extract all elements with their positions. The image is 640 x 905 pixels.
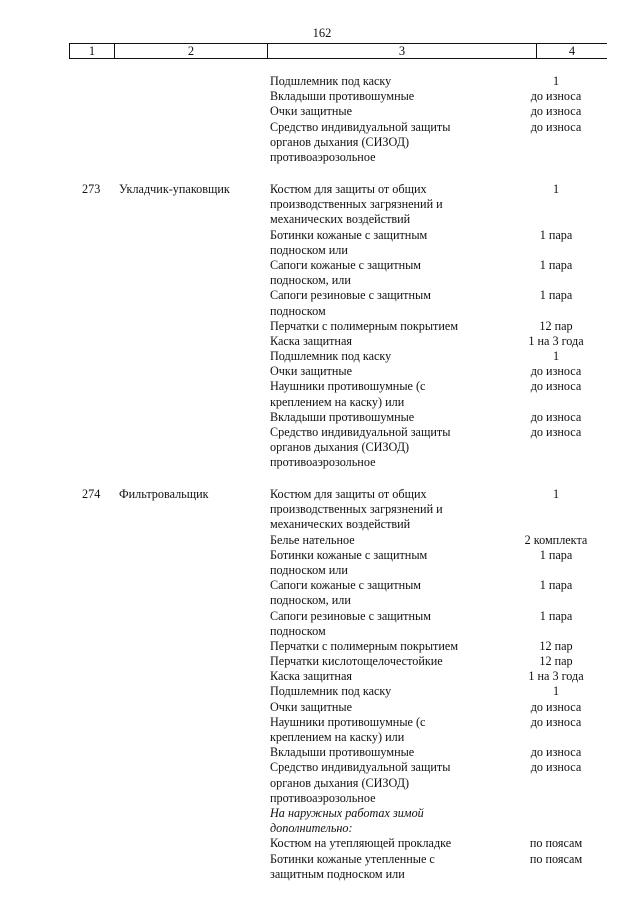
item-description: Очки защитные: [270, 364, 352, 379]
item-quantity: 1 на 3 года: [528, 333, 584, 348]
item-description: Перчатки с полимерным покрытием: [270, 318, 459, 333]
item-quantity: до износа: [530, 379, 582, 394]
list-item: [0, 624, 640, 639]
item-description: производственных загрязнений и: [270, 502, 443, 517]
list-item: [0, 243, 640, 258]
item-description: Ботинки кожаные утепленные с: [270, 851, 435, 866]
item-quantity: 1: [552, 349, 560, 364]
item-quantity: до износа: [530, 364, 582, 379]
item-description: Ботинки кожаные с защитным: [270, 547, 428, 562]
item-description: механических воздействий: [270, 517, 411, 532]
item-quantity: 1 пара: [539, 608, 573, 623]
list-item: [0, 821, 640, 836]
row-number: 274: [82, 487, 101, 501]
item-description: Подшлемник под каску: [270, 684, 392, 699]
list-item: [0, 715, 640, 730]
item-description: Наушники противошумные (с: [270, 379, 426, 394]
list-item: [0, 425, 640, 440]
list-item: [0, 288, 640, 303]
list-item: [0, 517, 640, 532]
item-description: креплением на каску) или: [270, 394, 405, 409]
item-quantity: по поясам: [529, 851, 583, 866]
item-description: На наружных работах зимой: [270, 805, 424, 820]
list-item: [0, 578, 640, 593]
list-item: [0, 379, 640, 394]
item-quantity: до износа: [530, 699, 582, 714]
list-item: [0, 654, 640, 669]
list-item: [0, 228, 640, 243]
item-quantity: 1 пара: [539, 227, 573, 242]
list-item: [0, 487, 640, 502]
item-quantity: до износа: [530, 425, 582, 439]
profession-name: Укладчик-упаковщик: [119, 182, 230, 196]
item-description: Каска защитная: [270, 669, 352, 684]
list-item: [0, 791, 640, 806]
item-quantity: до износа: [530, 714, 582, 729]
list-item: [0, 745, 640, 760]
entry-lines: [0, 74, 640, 165]
item-quantity: 12 пар: [539, 638, 573, 653]
list-item: [0, 639, 640, 654]
column-header-2: 2: [115, 44, 268, 59]
table-row-273: [0, 182, 640, 471]
item-description: подноском, или: [270, 593, 351, 608]
list-item: [0, 182, 640, 197]
row-number: 273: [82, 182, 101, 196]
item-quantity: 1: [552, 684, 560, 699]
item-quantity: до износа: [530, 760, 582, 775]
item-description: Подшлемник под каску: [270, 74, 392, 88]
item-description: Сапоги кожаные с защитным: [270, 578, 421, 593]
table-row-continuation: [0, 74, 640, 165]
list-item: [0, 760, 640, 775]
list-item: [0, 730, 640, 745]
item-quantity: 1: [552, 182, 560, 196]
item-quantity: 1 на 3 года: [528, 669, 584, 684]
item-description: органов дыхания (СИЗОД): [270, 134, 410, 149]
list-item: [0, 120, 640, 135]
list-item: [0, 89, 640, 104]
item-quantity: 1 пара: [539, 578, 573, 593]
item-quantity: 1 пара: [539, 257, 573, 272]
list-item: [0, 836, 640, 851]
item-description: дополнительно:: [270, 821, 353, 836]
item-description: противоаэрозольное: [270, 455, 376, 470]
list-item: [0, 334, 640, 349]
item-description: подноском, или: [270, 273, 351, 288]
item-description: Очки защитные: [270, 104, 352, 119]
list-item: [0, 273, 640, 288]
item-description: Ботинки кожаные с защитным: [270, 227, 428, 242]
list-item: [0, 806, 640, 821]
item-description: органов дыхания (СИЗОД): [270, 775, 410, 790]
list-item: [0, 364, 640, 379]
item-description: Наушники противошумные (с: [270, 714, 426, 729]
item-quantity: 2 комплекта: [524, 532, 588, 547]
column-header-3: 3: [268, 44, 537, 59]
item-description: Перчатки с полимерным покрытием: [270, 638, 459, 653]
list-item: [0, 410, 640, 425]
list-item: [0, 74, 640, 89]
list-item: [0, 150, 640, 165]
list-item: [0, 563, 640, 578]
item-description: Вкладыши противошумные: [270, 409, 415, 424]
list-item: [0, 852, 640, 867]
item-description: Средство индивидуальной защиты: [270, 119, 451, 134]
column-header-row: [69, 43, 607, 59]
item-description: Перчатки кислотощелочестойкие: [270, 654, 443, 669]
item-description: Подшлемник под каску: [270, 349, 392, 364]
item-description: Белье нательное: [270, 532, 355, 547]
item-description: Каска защитная: [270, 333, 352, 348]
list-item: [0, 700, 640, 715]
item-description: Сапоги кожаные с защитным: [270, 257, 421, 272]
list-item: [0, 593, 640, 608]
item-description: противоаэрозольное: [270, 149, 376, 164]
list-item: [0, 502, 640, 517]
item-quantity: 1 пара: [539, 288, 573, 303]
item-quantity: до износа: [530, 409, 582, 424]
item-description: органов дыхания (СИЗОД): [270, 440, 410, 455]
list-item: [0, 440, 640, 455]
item-description: подноском: [270, 303, 326, 318]
list-item: [0, 395, 640, 410]
list-item: [0, 349, 640, 364]
table-row-274: [0, 487, 640, 882]
item-description: защитным подноском или: [270, 866, 405, 881]
item-description: механических воздействий: [270, 212, 411, 227]
list-item: [0, 319, 640, 334]
list-item: [0, 669, 640, 684]
item-description: Средство индивидуальной защиты: [270, 425, 451, 439]
list-item: [0, 684, 640, 699]
entry-lines: [0, 487, 640, 882]
item-quantity: по поясам: [529, 836, 583, 851]
list-item: [0, 197, 640, 212]
item-description: производственных загрязнений и: [270, 197, 443, 212]
item-quantity: 12 пар: [539, 318, 573, 333]
item-description: подноском или: [270, 562, 348, 577]
item-description: Очки защитные: [270, 699, 352, 714]
page-number: 162: [312, 26, 332, 40]
item-quantity: 1 пара: [539, 547, 573, 562]
item-description: противоаэрозольное: [270, 790, 376, 805]
list-item: [0, 455, 640, 470]
item-quantity: до износа: [530, 104, 582, 119]
item-description: Костюм для защиты от общих: [270, 182, 427, 196]
column-header-1: 1: [70, 44, 115, 59]
item-description: подноском: [270, 623, 326, 638]
list-item: [0, 867, 640, 882]
item-description: Средство индивидуальной защиты: [270, 760, 451, 775]
item-quantity: 12 пар: [539, 654, 573, 669]
list-item: [0, 258, 640, 273]
item-description: Сапоги резиновые с защитным: [270, 608, 431, 623]
list-item: [0, 533, 640, 548]
item-quantity: 1: [552, 487, 560, 501]
list-item: [0, 104, 640, 119]
list-item: [0, 776, 640, 791]
item-description: подноском или: [270, 242, 348, 257]
item-quantity: до износа: [530, 119, 582, 134]
item-description: Костюм на утепляющей прокладке: [270, 836, 452, 851]
list-item: [0, 135, 640, 150]
item-description: Костюм для защиты от общих: [270, 487, 427, 501]
item-description: Вкладыши противошумные: [270, 745, 415, 760]
column-header-4: 4: [537, 44, 608, 59]
profession-name: Фильтровальщик: [119, 487, 209, 501]
list-item: [0, 548, 640, 563]
item-quantity: до износа: [530, 745, 582, 760]
item-description: Вкладыши противошумные: [270, 89, 415, 104]
list-item: [0, 212, 640, 227]
item-description: Сапоги резиновые с защитным: [270, 288, 431, 303]
list-item: [0, 609, 640, 624]
item-description: креплением на каску) или: [270, 730, 405, 744]
item-quantity: до износа: [530, 89, 582, 104]
list-item: [0, 304, 640, 319]
item-quantity: 1: [552, 74, 560, 88]
entry-lines: [0, 182, 640, 471]
